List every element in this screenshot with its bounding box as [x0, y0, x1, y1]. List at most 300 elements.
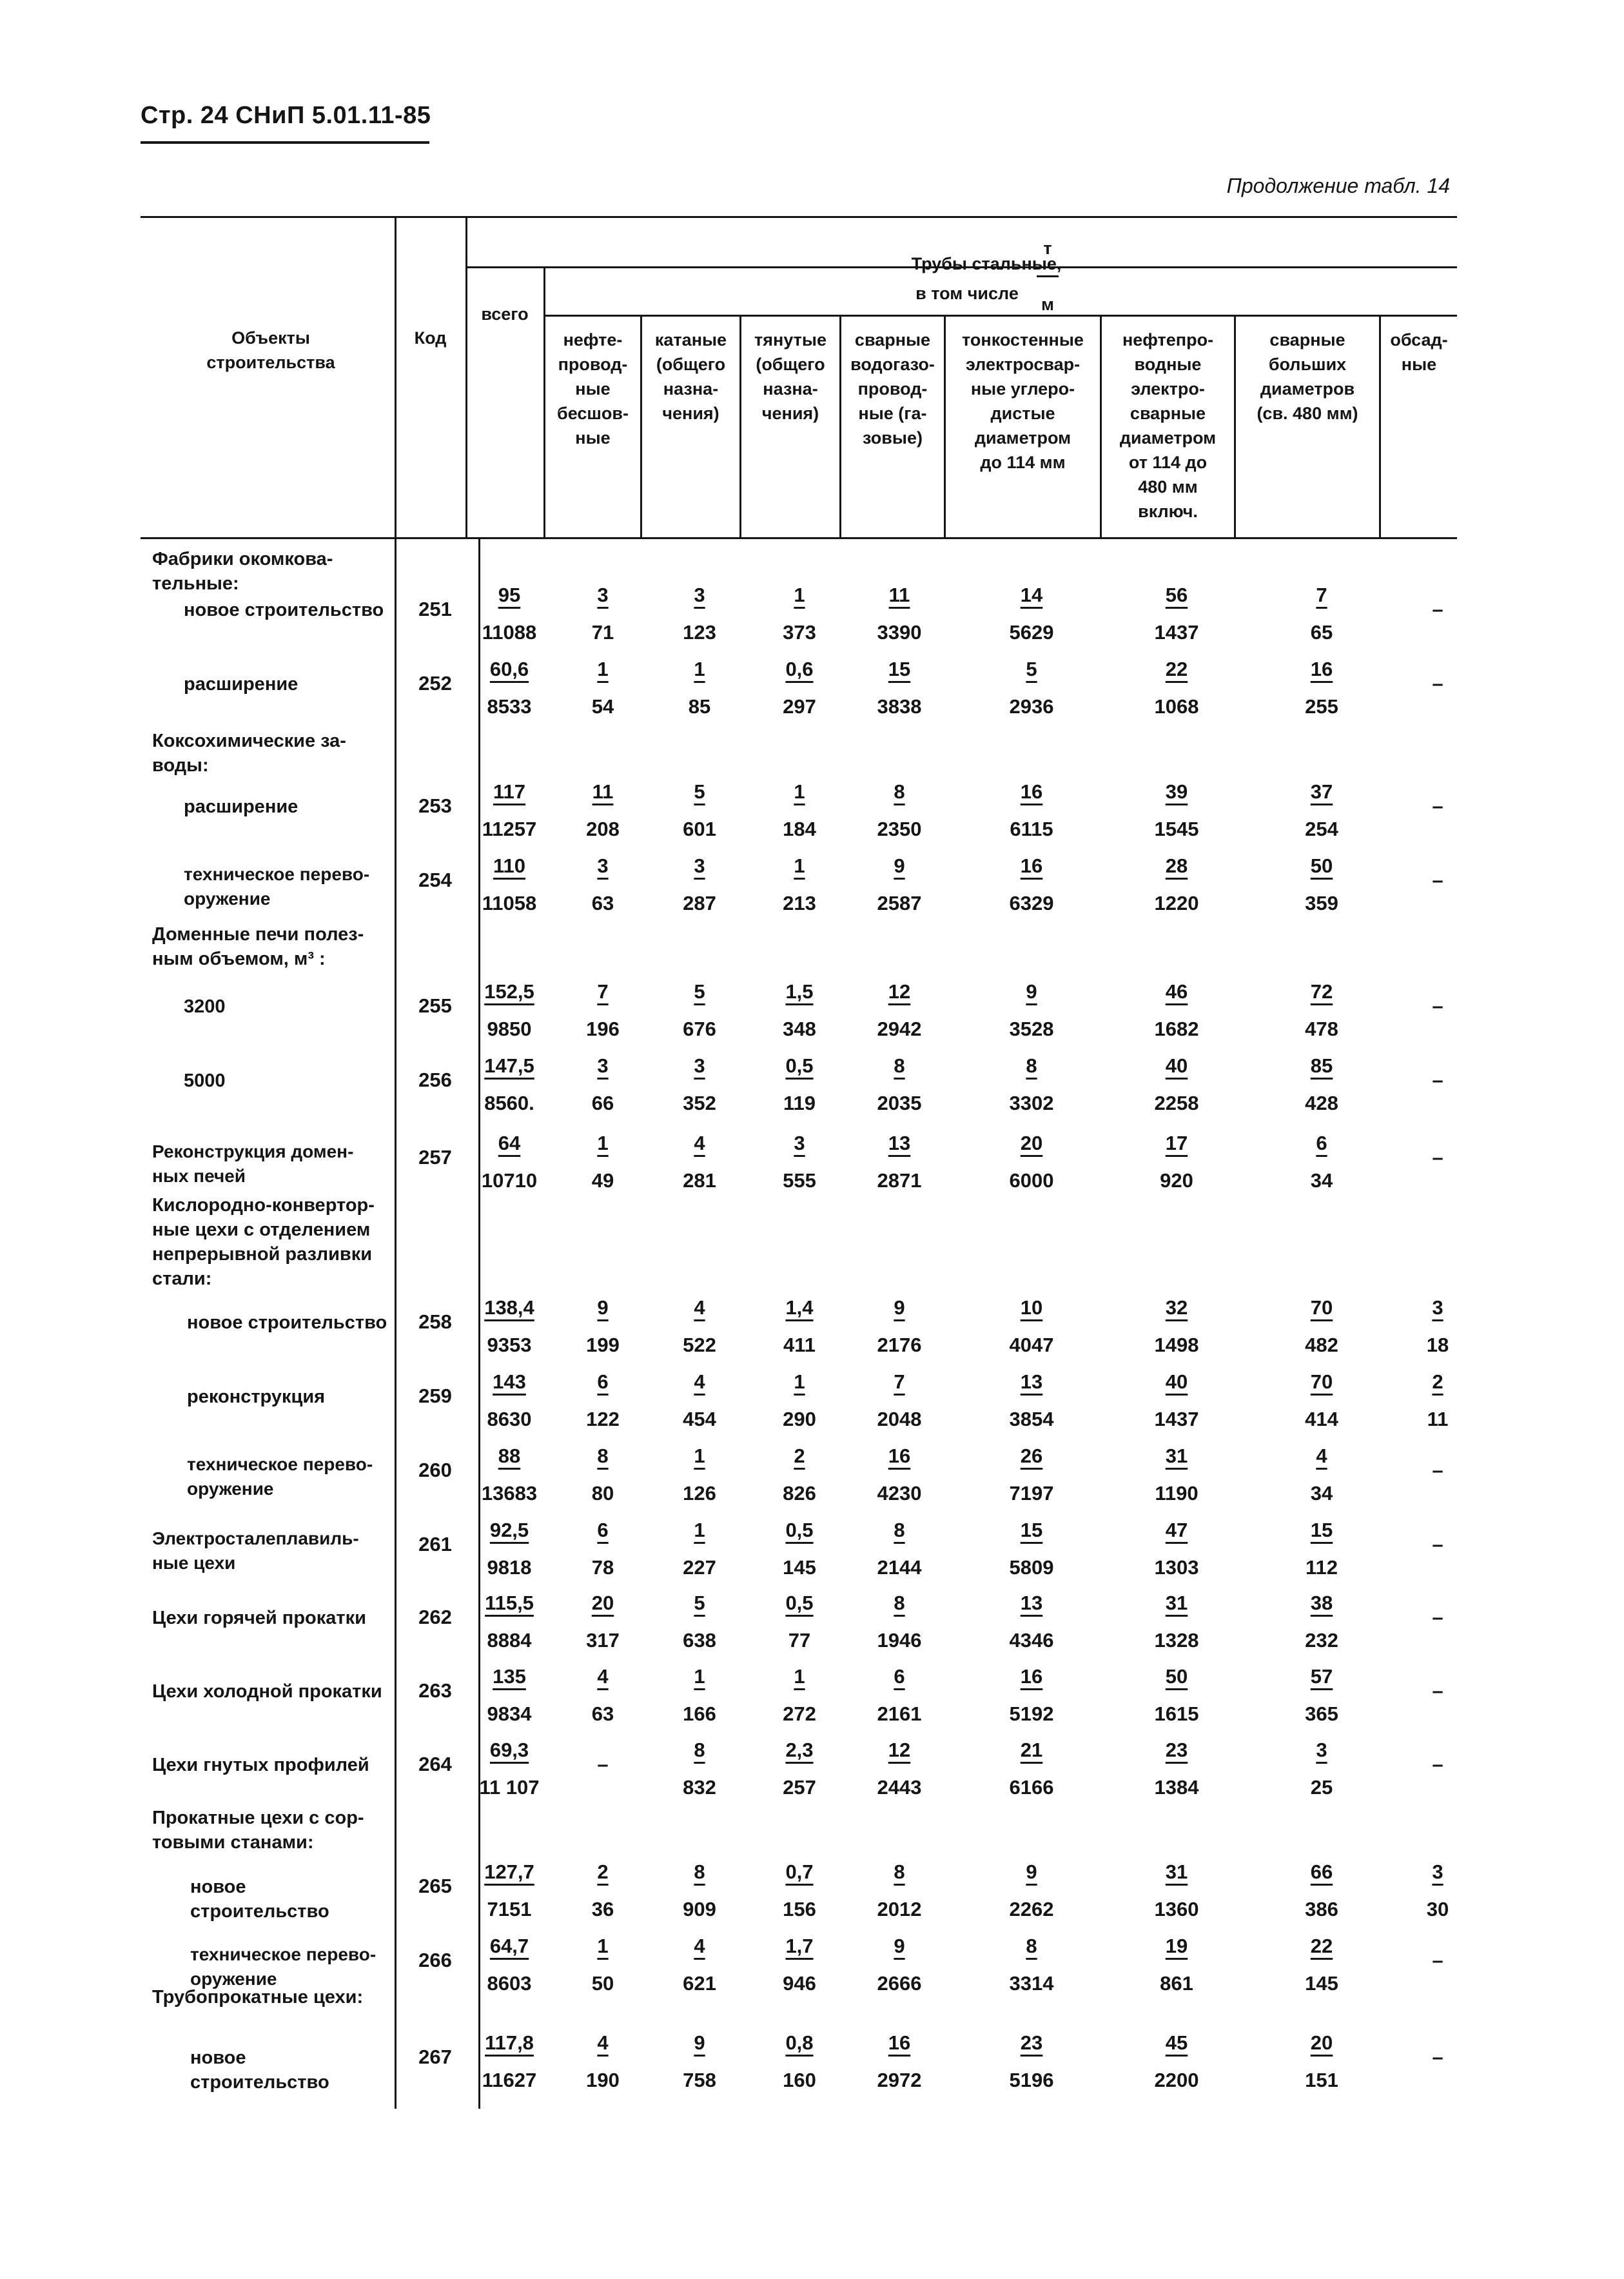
value-top: 110	[493, 854, 525, 877]
value-top: 5	[1026, 658, 1037, 680]
value-bottom: 9834	[487, 1702, 532, 1725]
value-top: 3	[694, 1054, 705, 1077]
value-top: 50	[1310, 854, 1333, 877]
value-top: 1	[694, 1519, 705, 1541]
value-bottom: 2035	[877, 1092, 922, 1114]
value-bottom: 3302	[1009, 1092, 1054, 1114]
value-bottom: 2350	[877, 818, 922, 840]
value-top: 66	[1310, 1860, 1333, 1883]
row-code: 260	[418, 1459, 452, 1481]
value-bottom: 6329	[1009, 892, 1054, 914]
value-top: 3	[597, 584, 609, 606]
row-label: новое строительство	[190, 2047, 329, 2093]
row-code: 261	[418, 1533, 452, 1555]
value-top: 6	[894, 1665, 905, 1688]
value-top: –	[597, 1753, 609, 1775]
col-header-3: тянутые (общего назна- чения)	[754, 330, 827, 423]
value-top: 11	[888, 584, 910, 606]
value-bottom: 2161	[877, 1702, 922, 1725]
col-header-4: сварные водогазо- провод- ные (га- зовые)	[850, 330, 935, 448]
value-top: 46	[1165, 980, 1188, 1003]
total-col-left	[465, 216, 467, 537]
value-top: 8	[894, 1860, 905, 1883]
group-label: Трубопрокатные цехи:	[152, 1987, 364, 2008]
value-last: –	[1432, 598, 1443, 620]
value-bottom: 1615	[1154, 1702, 1199, 1725]
value-top: 9	[597, 1296, 609, 1319]
value-bottom: 8533	[487, 695, 532, 718]
row-code: 265	[418, 1875, 452, 1897]
value-bottom: 123	[683, 621, 716, 644]
total-header: всего	[481, 304, 529, 324]
row-label: реконструкция	[187, 1386, 326, 1407]
value-top: 14	[1020, 584, 1043, 606]
value-top: 138,4	[484, 1296, 534, 1319]
value-last: –	[1432, 1069, 1443, 1091]
row-code: 259	[418, 1385, 452, 1407]
value-bottom: 290	[783, 1408, 816, 1430]
value-top: 21	[1020, 1739, 1043, 1761]
value-bottom: 1384	[1154, 1776, 1199, 1799]
value-top: 15	[1020, 1519, 1043, 1541]
value-top: 3	[694, 584, 705, 606]
value-top: 3	[794, 1132, 805, 1154]
value-top: 38	[1310, 1592, 1333, 1614]
value-top: 0,7	[785, 1860, 814, 1883]
value-bottom: 213	[783, 892, 816, 914]
value-top: 22	[1310, 1935, 1333, 1957]
value-top: 15	[888, 658, 911, 680]
value-bottom: 946	[783, 1972, 816, 1995]
value-top: 2	[597, 1860, 609, 1883]
col-header-2: катаные (общего назна- чения)	[654, 330, 727, 423]
value-bottom: 7197	[1009, 1482, 1054, 1505]
value-top: 9	[694, 2031, 705, 2054]
value-top: 16	[1020, 1665, 1043, 1688]
value-bottom: 11627	[482, 2069, 537, 2091]
value-top: 1,7	[785, 1935, 814, 1957]
value-bottom: 4346	[1009, 1629, 1054, 1652]
value-top: 1	[794, 1370, 805, 1393]
value-top: 16	[888, 1445, 911, 1467]
row-label: Реконструкция домен- ных печей	[152, 1141, 354, 1186]
value-last: –	[1432, 2046, 1443, 2068]
value-bottom: 11 107	[479, 1776, 540, 1799]
value-top: 12	[888, 1739, 911, 1761]
row-code: 255	[418, 994, 452, 1017]
group-label: Коксохимические за- воды:	[152, 731, 346, 776]
value-top: 127,7	[484, 1860, 534, 1883]
code-header: Код	[414, 328, 447, 348]
value-bottom: 3528	[1009, 1018, 1054, 1040]
value-top: 1	[794, 584, 805, 606]
value-bottom: 166	[683, 1702, 716, 1725]
col-header-7: сварные больших диаметров (св. 480 мм)	[1257, 330, 1358, 423]
value-top: 85	[1310, 1054, 1333, 1077]
value-last: –	[1432, 1459, 1443, 1481]
value-bottom: 861	[1160, 1972, 1193, 1995]
value-top: 8	[1026, 1054, 1037, 1077]
unit-denominator: м	[1041, 295, 1054, 314]
value-top: 57	[1310, 1665, 1333, 1688]
value-bottom: 386	[1305, 1898, 1338, 1920]
pipes-label: Трубы стальные,	[911, 254, 1062, 273]
group-label: Прокатные цехи с сор- товыми станами:	[152, 1808, 364, 1853]
value-bottom: 8884	[487, 1629, 532, 1652]
value-bottom: 85	[688, 695, 711, 718]
value-top: 69,3	[489, 1739, 529, 1761]
value-bottom: 4230	[877, 1482, 922, 1505]
value-top: 37	[1310, 780, 1333, 803]
value-last: –	[1432, 994, 1443, 1017]
value-top: 70	[1310, 1370, 1333, 1393]
value-bottom: 522	[683, 1334, 716, 1356]
value-bottom: 352	[683, 1092, 716, 1114]
value-top: 1	[597, 658, 609, 680]
value-top: 40	[1165, 1054, 1188, 1077]
value-bottom: 156	[783, 1898, 816, 1920]
value-bottom: 160	[783, 2069, 816, 2091]
value-top: 4	[1316, 1445, 1327, 1467]
value-top: 9	[894, 1935, 905, 1957]
value-top: 7	[1316, 584, 1327, 606]
value-bottom: 34	[1310, 1169, 1333, 1192]
value-top: 26	[1020, 1445, 1043, 1467]
row-code: 252	[418, 672, 452, 695]
value-top: 5	[694, 1592, 705, 1614]
value-bottom: 317	[586, 1629, 620, 1652]
value-bottom: 2972	[877, 2069, 922, 2091]
value-bottom: 621	[683, 1972, 716, 1995]
value-top: 88	[498, 1445, 521, 1467]
value-top: 3	[694, 854, 705, 877]
value-bottom: 1437	[1154, 621, 1199, 644]
value-top: 8	[894, 1519, 905, 1541]
header-rule	[141, 141, 429, 144]
value-bottom: 676	[683, 1018, 716, 1040]
value-bottom: 281	[683, 1169, 716, 1192]
value-bottom: 2587	[877, 892, 922, 914]
value-top: 64	[498, 1132, 521, 1154]
value-bottom: 208	[586, 818, 620, 840]
group-label: Кислородно-конвертор- ные цехи с отделением непрерывной разливки стали:	[152, 1195, 375, 1289]
value-top: 13	[1020, 1592, 1043, 1614]
value-last: –	[1432, 1679, 1443, 1702]
value-bottom: 1303	[1154, 1556, 1199, 1579]
value-top: 40	[1165, 1370, 1188, 1393]
value-bottom: 348	[783, 1018, 816, 1040]
value-bottom: 255	[1305, 695, 1338, 718]
value-bottom: 1328	[1154, 1629, 1199, 1652]
value-top: 1	[694, 1665, 705, 1688]
value-top: 64,7	[489, 1935, 529, 1957]
value-top: 16	[1310, 658, 1333, 680]
value-top: 1	[694, 1445, 705, 1467]
value-bottom: 63	[591, 892, 614, 914]
value-bottom: 7151	[487, 1898, 532, 1920]
value-top: 5	[694, 780, 705, 803]
value-top: 17	[1165, 1132, 1188, 1154]
value-bottom: 257	[783, 1776, 816, 1799]
value-bottom: 638	[683, 1629, 716, 1652]
table-top-rule	[141, 216, 1457, 218]
value-top: 4	[597, 2031, 609, 2054]
value-bottom: 555	[783, 1169, 816, 1192]
value-bottom: 30	[1426, 1898, 1449, 1920]
value-bottom: 232	[1305, 1629, 1338, 1652]
value-bottom: 227	[683, 1556, 716, 1579]
value-top: 1	[794, 854, 805, 877]
value-top: 6	[597, 1370, 609, 1393]
col-header-6: нефтепро- водные электро- сварные диаметром от 114 до 480 мм включ.	[1119, 330, 1217, 521]
value-bottom: 13683	[481, 1482, 538, 1505]
value-bottom: 1946	[877, 1629, 922, 1652]
value-bottom: 3390	[877, 621, 922, 644]
value-top: 3	[597, 1054, 609, 1077]
value-top: 8	[694, 1739, 705, 1761]
row-label: Цехи гнутых профилей	[152, 1755, 369, 1775]
value-top: 0,8	[785, 2031, 814, 2054]
row-code: 254	[418, 869, 452, 891]
row-code: 253	[418, 794, 452, 817]
value-top: 9	[894, 1296, 905, 1319]
value-last: –	[1432, 1753, 1443, 1775]
value-bottom: 373	[783, 621, 816, 644]
value-bottom: 6000	[1009, 1169, 1054, 1192]
value-bottom: 1545	[1154, 818, 1199, 840]
value-top: 1	[794, 1665, 805, 1688]
value-top: 1	[694, 658, 705, 680]
value-top: 56	[1165, 584, 1188, 606]
row-label: расширение	[184, 674, 298, 695]
value-bottom: 8630	[487, 1408, 532, 1430]
value-top: 12	[888, 980, 911, 1003]
value-bottom: 5629	[1009, 621, 1054, 644]
value-bottom: 826	[783, 1482, 816, 1505]
value-bottom: 4047	[1009, 1334, 1054, 1356]
value-top: 8	[894, 1592, 905, 1614]
value-top: 39	[1165, 780, 1188, 803]
value-bottom: 365	[1305, 1702, 1338, 1725]
value-top: 6	[597, 1519, 609, 1541]
value-top: 2	[1432, 1370, 1443, 1393]
value-bottom: 9818	[487, 1556, 532, 1579]
row-code: 267	[418, 2046, 452, 2068]
value-bottom: 18	[1426, 1334, 1449, 1356]
value-top: 2	[794, 1445, 805, 1467]
value-bottom: 63	[591, 1702, 614, 1725]
value-bottom: 9850	[487, 1018, 532, 1040]
value-bottom: 411	[783, 1334, 816, 1356]
value-top: 3	[1432, 1296, 1443, 1319]
value-top: 1,4	[785, 1296, 814, 1319]
objects-header: Объекты строительства	[206, 328, 335, 372]
value-top: 60,6	[489, 658, 529, 680]
col-header-1: нефте- провод- ные бесшов- ные	[557, 330, 629, 448]
value-bottom: 36	[591, 1898, 614, 1920]
value-bottom: 482	[1305, 1334, 1338, 1356]
value-top: 20	[1310, 2031, 1333, 2054]
value-top: 16	[1020, 780, 1043, 803]
value-bottom: 3838	[877, 695, 922, 718]
value-bottom: 145	[783, 1556, 816, 1579]
value-bottom: 184	[783, 818, 816, 840]
row-label: новое строительство	[187, 1312, 387, 1333]
row-label: техническое перево- оружение	[190, 1944, 377, 1989]
value-last: –	[1432, 1533, 1443, 1555]
value-top: 13	[1020, 1370, 1043, 1393]
value-top: 4	[694, 1132, 705, 1154]
value-bottom: 190	[586, 2069, 620, 2091]
value-top: 3	[597, 854, 609, 877]
value-bottom: 359	[1305, 892, 1338, 914]
value-bottom: 3854	[1009, 1408, 1054, 1430]
value-top: 143	[493, 1370, 526, 1393]
value-top: 16	[1020, 854, 1043, 877]
row-label: 3200	[184, 996, 226, 1017]
row-label: Цехи холодной прокатки	[152, 1681, 382, 1702]
value-top: 4	[597, 1665, 609, 1688]
value-bottom: 601	[683, 818, 716, 840]
value-bottom: 54	[591, 695, 614, 718]
value-bottom: 119	[783, 1092, 816, 1114]
value-bottom: 6115	[1010, 818, 1053, 840]
value-bottom: 297	[783, 695, 816, 718]
value-bottom: 11257	[482, 818, 537, 840]
value-bottom: 5192	[1009, 1702, 1054, 1725]
row-label: новое строительство	[184, 600, 384, 620]
value-bottom: 65	[1310, 621, 1333, 644]
value-bottom: 5196	[1009, 2069, 1054, 2091]
value-top: 23	[1165, 1739, 1188, 1761]
value-bottom: 2443	[877, 1776, 922, 1799]
row-code: 266	[418, 1949, 452, 1971]
value-top: 4	[694, 1370, 705, 1393]
value-bottom: 66	[591, 1092, 614, 1114]
row-label: техническое перево- оружение	[187, 1454, 373, 1499]
value-last: –	[1432, 672, 1443, 695]
row-code: 264	[418, 1753, 452, 1775]
value-top: 15	[1310, 1519, 1333, 1541]
row-label: техническое перево- оружение	[184, 864, 370, 909]
value-bottom: 2871	[877, 1169, 922, 1192]
value-bottom: 122	[586, 1408, 620, 1430]
value-top: 3	[1316, 1739, 1327, 1761]
value-bottom: 1498	[1154, 1334, 1199, 1356]
value-bottom: 11	[1427, 1408, 1449, 1430]
value-top: 6	[1316, 1132, 1327, 1154]
value-top: 10	[1020, 1296, 1043, 1319]
value-top: 95	[498, 584, 521, 606]
value-top: 22	[1165, 658, 1188, 680]
value-last: –	[1432, 794, 1443, 817]
value-top: 135	[493, 1665, 526, 1688]
value-top: 7	[597, 980, 609, 1003]
value-top: 32	[1165, 1296, 1188, 1319]
value-bottom: 920	[1160, 1169, 1193, 1192]
value-bottom: 1682	[1154, 1018, 1199, 1040]
including-rule	[545, 315, 1457, 317]
value-bottom: 2144	[877, 1556, 922, 1579]
col-header-5: тонкостенные электросвар- ные углеро- дистые диаметром до 114 мм	[962, 330, 1084, 472]
value-bottom: 5809	[1009, 1556, 1054, 1579]
value-top: 0,5	[785, 1592, 814, 1614]
value-top: 1	[597, 1132, 609, 1154]
value-top: 8	[1026, 1935, 1037, 1957]
value-top: 7	[894, 1370, 905, 1393]
value-top: 28	[1165, 854, 1188, 877]
group-label: Доменные печи полез- ным объемом, м³ :	[152, 924, 364, 969]
value-top: 0,6	[785, 658, 814, 680]
value-top: 8	[597, 1445, 609, 1467]
value-top: 31	[1165, 1445, 1188, 1467]
value-bottom: 454	[683, 1408, 716, 1430]
value-bottom: 6166	[1009, 1776, 1054, 1799]
continuation-note: Продолжение табл. 14	[1226, 174, 1450, 197]
value-top: 3	[1432, 1860, 1443, 1883]
value-bottom: 2200	[1154, 2069, 1199, 2091]
value-bottom: 80	[591, 1482, 614, 1505]
value-top: 92,5	[489, 1519, 529, 1541]
value-top: 152,5	[484, 980, 534, 1003]
value-top: 4	[694, 1935, 705, 1957]
value-top: 4	[694, 1296, 705, 1319]
value-bottom: 2936	[1009, 695, 1054, 718]
row-label: Электросталеплавиль- ные цехи	[152, 1528, 359, 1573]
value-top: 70	[1310, 1296, 1333, 1319]
value-bottom: 77	[788, 1629, 811, 1652]
value-top: 50	[1165, 1665, 1188, 1688]
value-top: 31	[1165, 1860, 1188, 1883]
value-bottom: 3314	[1009, 1972, 1054, 1995]
value-top: 115,5	[485, 1592, 534, 1614]
row-code: 257	[418, 1146, 452, 1169]
value-top: 20	[1020, 1132, 1043, 1154]
value-top: 1,5	[785, 980, 814, 1003]
value-bottom: 287	[683, 892, 716, 914]
value-top: 0,5	[785, 1519, 814, 1541]
value-top: 47	[1165, 1519, 1188, 1541]
row-code: 251	[418, 598, 452, 620]
value-bottom: 10710	[481, 1169, 538, 1192]
row-label: 5000	[184, 1070, 226, 1091]
unit-numerator: т	[1043, 239, 1052, 258]
value-top: 19	[1165, 1935, 1188, 1957]
row-label: расширение	[184, 796, 298, 817]
value-top: 16	[888, 2031, 911, 2054]
row-label: новое строительство	[190, 1877, 329, 1922]
row-code: 262	[418, 1606, 452, 1628]
value-top: 8	[694, 1860, 705, 1883]
value-top: 45	[1165, 2031, 1188, 2054]
value-top: 5	[694, 980, 705, 1003]
value-bottom: 25	[1310, 1776, 1333, 1799]
value-bottom: 11088	[482, 621, 537, 644]
value-bottom: 2048	[877, 1408, 922, 1430]
value-bottom: 2012	[877, 1898, 922, 1920]
unit-fraction	[1032, 221, 1064, 331]
value-top: 20	[591, 1592, 614, 1614]
value-last: –	[1432, 869, 1443, 891]
value-bottom: 1360	[1154, 1898, 1199, 1920]
row-code: 256	[418, 1069, 452, 1091]
value-bottom: 34	[1310, 1482, 1333, 1505]
value-bottom: 8560.	[484, 1092, 534, 1114]
value-bottom: 832	[683, 1776, 716, 1799]
value-bottom: 428	[1305, 1092, 1338, 1114]
value-bottom: 145	[1305, 1972, 1338, 1995]
value-bottom: 2666	[877, 1972, 922, 1995]
